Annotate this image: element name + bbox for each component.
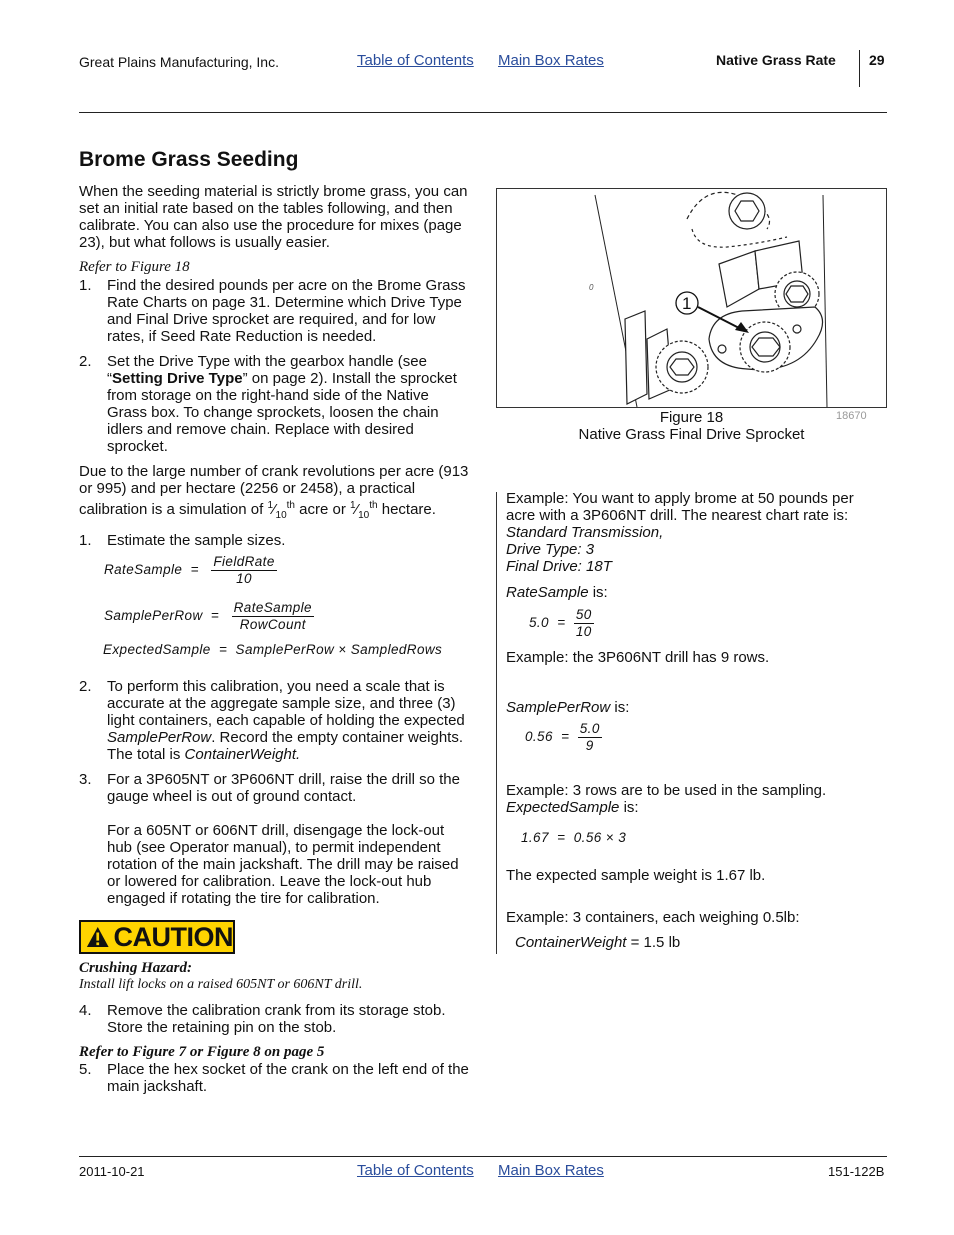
footer-date: 2011-10-21 (79, 1164, 145, 1179)
expected-sample-example: Example: 3 rows are to be used in the sampling. ExpectedSample is: (506, 782, 827, 816)
list-item (79, 353, 471, 455)
step-text: Find the desired pounds per acre on the Brome Grass Rate Charts on page 31. Determine which Drive Type and Final Drive sprocket are required, and for low rates, if Seed Rate Reduction is needed. (107, 277, 466, 345)
figure-reference: Refer to Figure 7 or Figure 8 on page 5 (79, 1044, 325, 1060)
step-text: Place the hex socket of the crank on the left end of the main jackshaft. (107, 1061, 469, 1095)
left-column-bottom (79, 1002, 471, 1095)
list-item: 2. To perform this calibration, you need a scale that is accurate at the aggregate sample size, and three (3) light containers, each capable of holding the expected SamplePerRow. Record the empty container weights. The total is ContainerWeight. (79, 678, 465, 763)
left-column-lower (79, 678, 471, 907)
expected-sample-calc: 1.67 = 0.56 × 3 (521, 830, 627, 845)
footer-doc-number: 151-122B (828, 1164, 885, 1179)
figure-id: 18670 (836, 410, 867, 422)
figure-reference: Refer to Figure 18 (79, 259, 190, 275)
formula-expected-sample: ExpectedSample = SamplePerRow × SampledRows (103, 642, 443, 657)
header-toc-link[interactable]: Table of Contents (357, 52, 474, 69)
list-item (79, 277, 471, 345)
left-column (79, 183, 471, 549)
containers-example: Example: 3 containers, each weighing 0.5lb: (506, 909, 800, 926)
step-number: 2. (79, 353, 92, 370)
sample-per-row-label: SamplePerRow is: (506, 699, 630, 716)
step-text-bold: Setting Drive Type (112, 370, 243, 387)
step-text: For a 3P605NT or 3P606NT drill, raise the drill so the gauge wheel is out of ground contact. (107, 771, 460, 805)
rows-example: Example: the 3P606NT drill has 9 rows. (506, 649, 770, 666)
list-item (79, 532, 471, 549)
rate-sample-calc: 5.0 = $\frac{50}{10}$ (529, 607, 592, 639)
formula-rate-sample: RateSample = $\frac{\text{FieldRate}}{10}$ (104, 554, 275, 586)
drive-sprocket-illustration (497, 189, 887, 408)
caution-hazard: Crushing Hazard: (79, 960, 192, 976)
footer-rates-link[interactable]: Main Box Rates (498, 1162, 604, 1179)
figure-18-image (496, 188, 887, 408)
container-weight-line: ContainerWeight = 1.5 lb (515, 934, 681, 951)
sample-per-row-calc: 0.56 = $\frac{5.0}{9}$ (525, 721, 600, 753)
page-title: Brome Grass Seeding (79, 148, 299, 171)
list-item (79, 771, 471, 907)
step-text: Estimate the sample sizes. (107, 532, 286, 549)
page-number: 29 (869, 52, 885, 68)
caution-text: Install lift locks on a raised 605NT or 606NT drill. (79, 977, 363, 992)
caution-word: CAUTION (113, 921, 233, 952)
step-text: Set the Drive Type with the gearbox handle (see “ (107, 353, 427, 387)
expected-weight-line: The expected sample weight is 1.67 lb. (506, 867, 766, 884)
formula-sample-per-row: SamplePerRow = $\frac{\text{RateSample}}{\text{RowCount}}$ (104, 600, 312, 632)
example-intro: Example: You want to apply brome at 50 pounds per acre with a 3P606NT drill. The nearest chart rate is: Standard Transmission, Drive Type: 3 Final Drive: 18T (506, 490, 854, 575)
step-number: 1. (79, 277, 92, 294)
section-title: Native Grass Rate (716, 52, 836, 68)
header-rates-link[interactable]: Main Box Rates (498, 52, 604, 69)
company-name: Great Plains Manufacturing, Inc. (79, 54, 279, 70)
footer-toc-link[interactable]: Table of Contents (357, 1162, 474, 1179)
crank-paragraph: Due to the large number of crank revolutions per acre (913 or 995) and per hectare (2256 or 2458), a practical calibration is a simulation of $^1⁄_{10}^{th}$ acre or $^1⁄_{10}^{th}$ hectare. (79, 463, 469, 521)
figure-number: Figure 18 (659, 409, 724, 426)
step-text: ” on page 2). Install the sprocket from storage on the right-hand side of the Native Grass box. To change sprockets, loosen the chain idlers and remove chain. Replace with desired sprocket. (107, 370, 457, 455)
caution-label (79, 920, 235, 954)
step-number: 3. (79, 771, 92, 788)
step-number: 5. (79, 1061, 92, 1078)
rate-sample-label: RateSample is: (506, 584, 608, 601)
figure-caption: Native Grass Final Drive Sprocket (578, 426, 805, 443)
step-number: 1. (79, 532, 92, 549)
example-sidebar-rule (496, 492, 497, 954)
step-number: 2. (79, 678, 92, 695)
header-rule (79, 112, 887, 113)
list-item (79, 1061, 471, 1095)
intro-paragraph: When the seeding material is strictly brome grass, you can set an initial rate based on the tables following, and then calibrate. You can also use the procedure for mixes (page 23), but what follows is usually easier. (79, 183, 468, 251)
step-number: 4. (79, 1002, 92, 1019)
step-text: Remove the calibration crank from its storage stob. Store the retaining pin on the stob. (107, 1002, 446, 1036)
step-text: For a 605NT or 606NT drill, disengage the lock-out hub (see Operator manual), to permit independent rotation of the main jackshaft. The drill may be raised or lowered for calibration. Leave the lock-out hub engaged if rotating the tire for calibration. (107, 822, 459, 907)
warning-triangle-icon (86, 925, 110, 949)
small-mark: 0 (589, 283, 594, 292)
footer-rule (79, 1156, 887, 1157)
callout-number: 1 (682, 294, 692, 313)
header-divider (859, 50, 860, 87)
list-item (79, 1002, 471, 1036)
